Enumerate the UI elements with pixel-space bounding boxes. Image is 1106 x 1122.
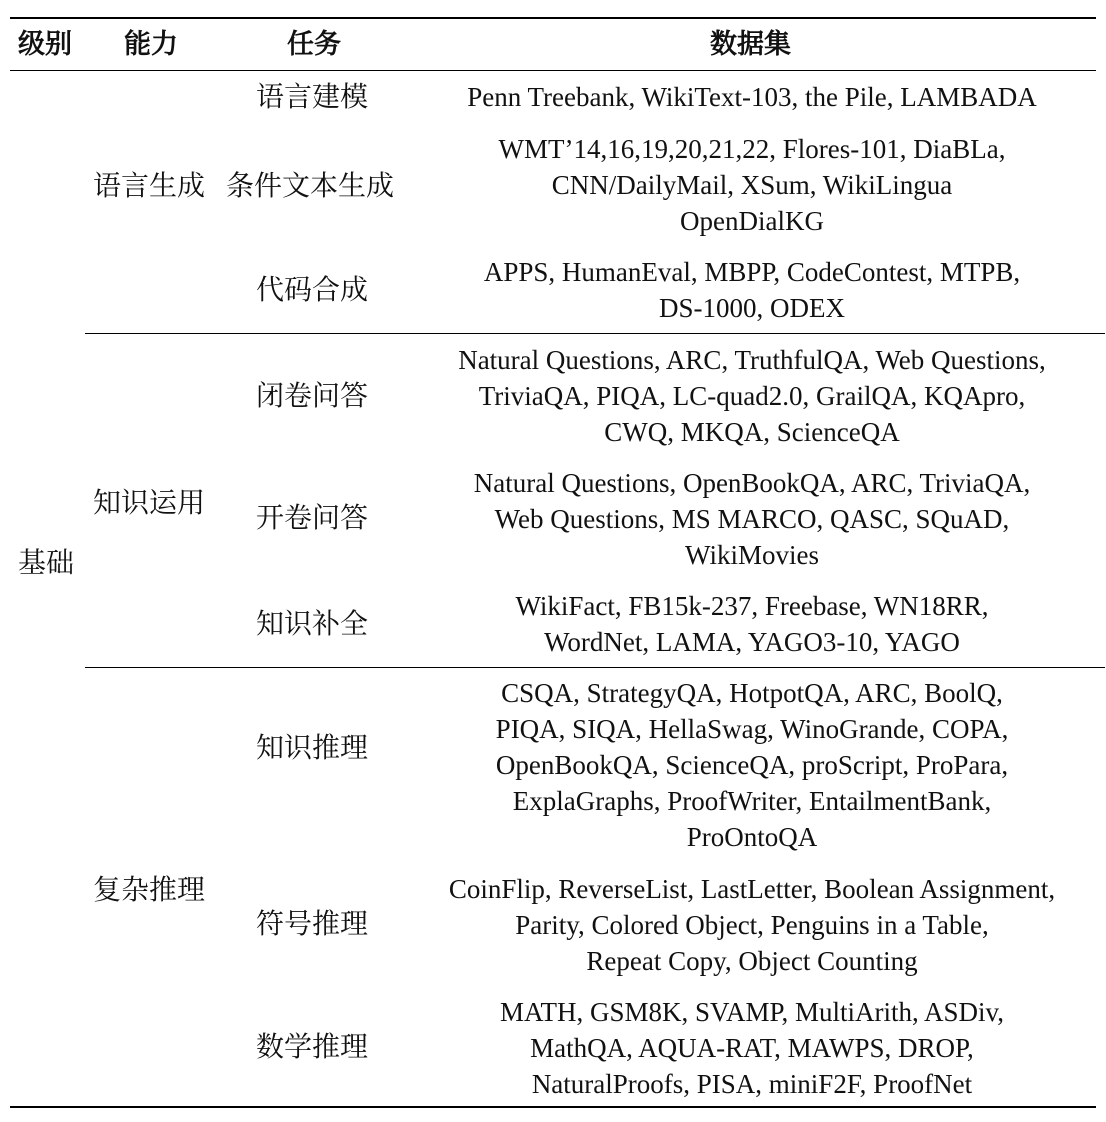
dataset-line: MathQA, AQUA-RAT, MAWPS, DROP, bbox=[530, 1033, 974, 1063]
task-code-synthesis: 代码合成 bbox=[256, 273, 369, 306]
dataset-line: WikiFact, FB15k-237, Freebase, WN18RR, bbox=[515, 591, 989, 621]
datasets-conditional-text-generation bbox=[405, 131, 1099, 239]
datasets-language-modeling bbox=[405, 79, 1099, 115]
dataset-line: Repeat Copy, Object Counting bbox=[586, 946, 918, 976]
header-ability: 能力 bbox=[124, 29, 178, 60]
header-rule bbox=[10, 70, 1096, 71]
ability-complex-reasoning: 复杂推理 bbox=[93, 873, 206, 906]
dataset-line: MATH, GSM8K, SVAMP, MultiArith, ASDiv, bbox=[499, 997, 1005, 1027]
dataset-line: Penn Treebank, WikiText-103, the Pile, LAMBADA bbox=[467, 82, 1037, 112]
task-knowledge-completion: 知识补全 bbox=[256, 607, 369, 640]
dataset-line: ExplaGraphs, ProofWriter, EntailmentBank, bbox=[512, 786, 992, 816]
dataset-line: Natural Questions, OpenBookQA, ARC, TriviaQA, bbox=[473, 468, 1031, 498]
dataset-line: DS-1000, ODEX bbox=[659, 293, 845, 323]
dataset-line: ProOntoQA bbox=[686, 822, 818, 852]
task-conditional-text-generation: 条件文本生成 bbox=[226, 169, 395, 202]
datasets-math-reasoning bbox=[405, 994, 1099, 1102]
dataset-line: WordNet, LAMA, YAGO3-10, YAGO bbox=[544, 627, 960, 657]
dataset-line: WikiMovies bbox=[685, 540, 819, 570]
datasets-closed-book-qa bbox=[405, 342, 1099, 450]
datasets-knowledge-reasoning bbox=[405, 675, 1099, 855]
dataset-line: CoinFlip, ReverseList, LastLetter, Boolean Assignment, bbox=[448, 874, 1056, 904]
dataset-line: Natural Questions, ARC, TruthfulQA, Web Questions, bbox=[458, 345, 1046, 375]
header-task: 任务 bbox=[287, 29, 341, 60]
datasets-code-synthesis bbox=[405, 254, 1099, 326]
dataset-line: OpenDialKG bbox=[680, 206, 824, 236]
dataset-line: Web Questions, MS MARCO, QASC, SQuAD, bbox=[494, 504, 1010, 534]
task-closed-book-qa: 闭卷问答 bbox=[256, 379, 369, 412]
dataset-line: TriviaQA, PIQA, LC-quad2.0, GrailQA, KQApro, bbox=[478, 381, 1026, 411]
dataset-line: OpenBookQA, ScienceQA, proScript, ProPara, bbox=[495, 750, 1009, 780]
header-level: 级别 bbox=[18, 29, 72, 60]
group-divider-2 bbox=[85, 667, 1105, 668]
task-math-reasoning: 数学推理 bbox=[256, 1030, 369, 1063]
dataset-line: CNN/DailyMail, XSum, WikiLingua bbox=[551, 170, 953, 200]
dataset-line: CSQA, StrategyQA, HotpotQA, ARC, BoolQ, bbox=[501, 678, 1003, 708]
dataset-line: APPS, HumanEval, MBPP, CodeContest, MTPB, bbox=[483, 257, 1021, 287]
task-open-book-qa: 开卷问答 bbox=[256, 501, 369, 534]
level-cell: 基础 bbox=[18, 546, 75, 579]
dataset-line: CWQ, MKQA, ScienceQA bbox=[604, 417, 900, 447]
dataset-line: Parity, Colored Object, Penguins in a Table, bbox=[515, 910, 989, 940]
ability-language-generation: 语言生成 bbox=[93, 169, 206, 202]
bottom-rule bbox=[10, 1106, 1096, 1108]
task-symbolic-reasoning: 符号推理 bbox=[256, 907, 369, 940]
datasets-open-book-qa bbox=[405, 465, 1099, 573]
header-datasets: 数据集 bbox=[710, 29, 791, 60]
group-divider-1 bbox=[85, 333, 1105, 334]
ability-knowledge-utilization: 知识运用 bbox=[93, 486, 206, 519]
datasets-symbolic-reasoning bbox=[405, 871, 1099, 979]
dataset-line: WMT’14,16,19,20,21,22, Flores-101, DiaBLa, bbox=[498, 134, 1006, 164]
dataset-line: NaturalProofs, PISA, miniF2F, ProofNet bbox=[531, 1069, 973, 1099]
task-knowledge-reasoning: 知识推理 bbox=[256, 731, 369, 764]
top-rule bbox=[10, 17, 1096, 19]
datasets-knowledge-completion bbox=[405, 588, 1099, 660]
dataset-line: PIQA, SIQA, HellaSwag, WinoGrande, COPA, bbox=[495, 714, 1009, 744]
task-language-modeling: 语言建模 bbox=[256, 80, 369, 113]
